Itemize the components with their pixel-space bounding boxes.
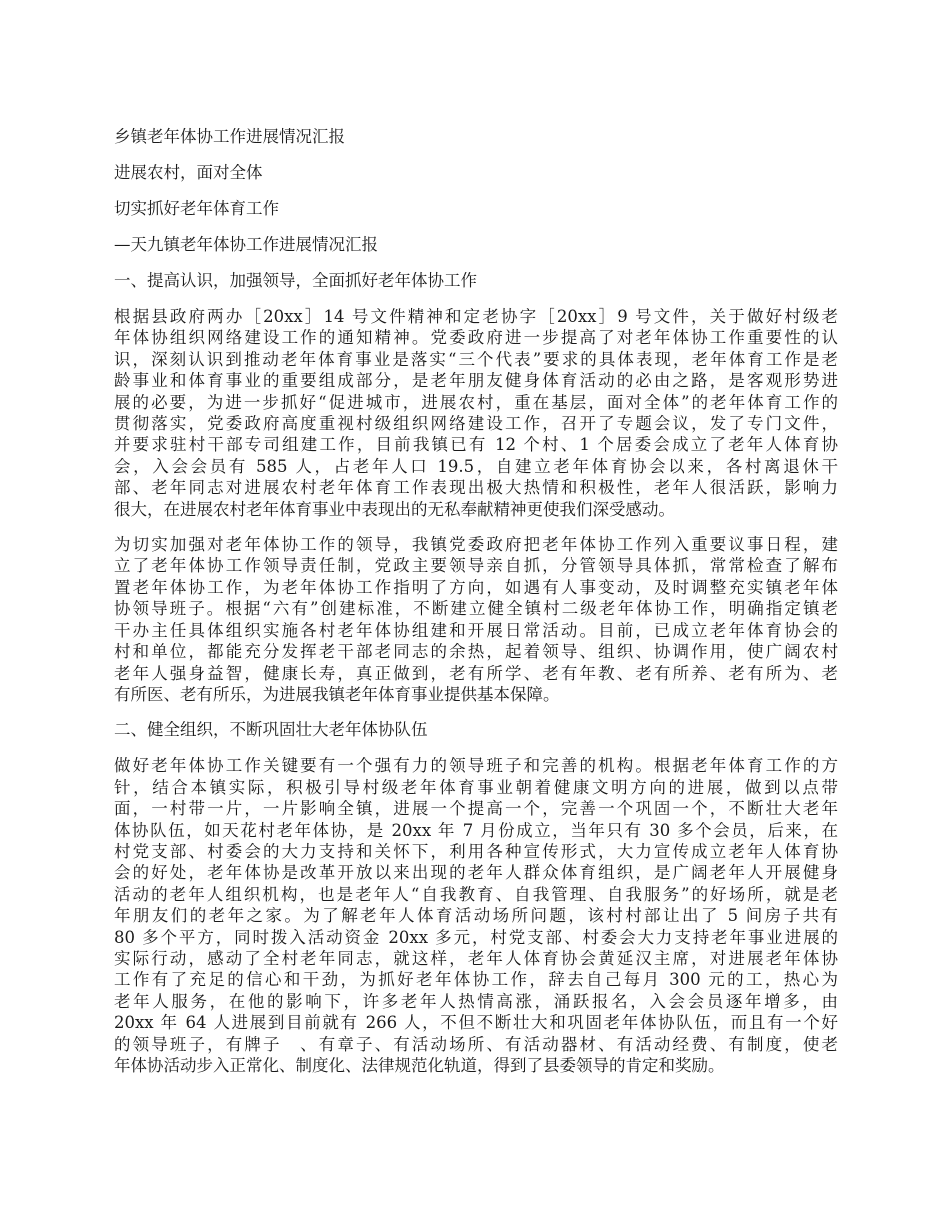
paragraph-line: 的领导班子，有牌子 、有章子、有活动场所、有活动器材、有活动经费、有制度，使老 <box>114 1034 838 1054</box>
paragraph-line: 20xx 年 64 人进展到目前就有 266 人，不但不断壮大和巩固老年体协队伍，而且有一个好 <box>114 1013 838 1033</box>
paragraph-line: 置老年体协工作，为老年体协工作指明了方向，如遇有人事变动，及时调整充实镇老年体 <box>114 577 838 597</box>
paragraph-line: 村党支部、村委会的大力支持和关怀下，利用各种宣传形式，大力宣传成立老年人体育协 <box>114 841 838 861</box>
document-title: 乡镇老年体协工作进展情况汇报 <box>114 127 345 146</box>
paragraph-line: 年朋友们的老年之家。为了解老年人体育活动场所问题，该村村部让出了 5 间房子共有 <box>114 906 838 926</box>
paragraph-line: 活动的老年人组织机构，也是老年人“自我教育、自我管理、自我服务”的好场所，就是老 <box>114 884 838 904</box>
paragraph-3 <box>114 755 838 1076</box>
paragraph-line: 年体协组织网络建设工作的通知精神。党委政府进一步提高了对老年体协工作重要性的认 <box>114 328 838 348</box>
paragraph-line: 会的好处，老年体协是改革开放以来出现的老年人群众体育组织，是广阔老年人开展健身 <box>114 863 838 883</box>
paragraph-line: 有所医、老有所乐，为进展我镇老年体育事业提供基本保障。 <box>114 684 560 704</box>
paragraph-line: 并要求驻村干部专司组建工作，目前我镇已有 12 个村、1 个居委会成立了老年人体育协 <box>114 435 838 455</box>
paragraph-line: 年体协活动步入正常化、制度化、法律规范化轨道，得到了县委领导的肯定和奖励。 <box>114 1056 725 1075</box>
paragraph-1 <box>114 306 838 520</box>
paragraph-line: 针，结合本镇实际，积极引导村级老年体育事业朝着健康文明方向的进展，做到以点带 <box>114 777 838 797</box>
paragraph-line: 识，深刻认识到推动老年体育事业是落实“三个代表”要求的具体表现，老年体育工作是老 <box>114 349 838 369</box>
subtitle-line-2: 切实抓好老年体育工作 <box>114 199 279 218</box>
paragraph-line: 协领导班子。根据“六有”创建标准，不断建立健全镇村二级老年体协工作，明确指定镇老 <box>114 599 838 619</box>
paragraph-line: 部、老年同志对进展农村老年体育工作表现出极大热情和积极性，老年人很活跃，影响力 <box>114 478 838 498</box>
paragraph-line: 为切实加强对老年体协工作的领导，我镇党委政府把老年体协工作列入重要议事日程，建 <box>114 535 838 555</box>
paragraph-line: 展的必要，为进一步抓好“促进城市，进展农村，重在基层，面对全体”的老年体育工作的 <box>114 392 838 412</box>
paragraph-line: 老年人服务，在他的影响下，许多老年人热情高涨，涌跃报名，入会会员逐年增多，由 <box>114 991 838 1011</box>
paragraph-line: 工作有了充足的信心和干劲，为抓好老年体协工作，辞去自己每月 300 元的工，热心为 <box>114 970 838 990</box>
paragraph-line: 实际行动，感动了全村老年同志，就这样，老年人体育协会黄延汉主席，对进展老年体协 <box>114 948 838 968</box>
paragraph-line: 村和单位，都能充分发挥老干部老同志的余热，起着领导、组织、协调作用，使广阔农村 <box>114 642 838 662</box>
subtitle-line-3: —天九镇老年体协工作进展情况汇报 <box>114 235 378 254</box>
paragraph-line: 龄事业和体育事业的重要组成部分，是老年朋友健身体育活动的必由之路，是客观形势进 <box>114 371 838 391</box>
section-heading-1: 一、提高认识，加强领导，全面抓好老年体协工作 <box>114 271 477 290</box>
paragraph-line: 做好老年体协工作关键要有一个强有力的领导班子和完善的机构。根据老年体育工作的方 <box>114 756 838 776</box>
paragraph-line: 面，一村带一片，一片影响全镇，进展一个提高一个，完善一个巩固一个，不断壮大老年 <box>114 799 838 819</box>
document-page <box>114 126 838 1090</box>
paragraph-line: 干办主任具体组织实施各村老年体协组建和开展日常活动。目前，已成立老年体育协会的 <box>114 620 838 640</box>
paragraph-line: 体协队伍，如天花村老年体协，是 20xx 年 7 月份成立，当年只有 30 多个会员，后来，在 <box>114 820 838 840</box>
paragraph-line: 贯彻落实，党委政府高度重视村级组织网络建设工作，召开了专题会议，发了专门文件， <box>114 414 838 434</box>
paragraph-line: 很大，在进展农村老年体育事业中表现出的无私奉献精神更使我们深受感动。 <box>114 499 675 519</box>
paragraph-2 <box>114 534 838 705</box>
paragraph-line: 80 多个平方，同时拨入活动资金 20xx 多元，村党支部、村委会大力支持老年事业进展的 <box>114 927 838 947</box>
subtitle-line-1: 进展农村，面对全体 <box>114 163 263 182</box>
paragraph-line: 老年人强身益智，健康长寿，真正做到，老有所学、老有年教、老有所养、老有所为、老 <box>114 663 838 683</box>
paragraph-line: 立了老年体协工作领导责任制，党政主要领导亲自抓，分管领导具体抓，常常检查了解布 <box>114 556 838 576</box>
paragraph-line: 根据县政府两办［20xx］14 号文件精神和定老协字［20xx］9 号文件，关于做好村级老 <box>114 307 838 326</box>
paragraph-line: 会，入会会员有 585 人，占老年人口 19.5，自建立老年体育协会以来，各村离退休干 <box>114 456 838 476</box>
section-heading-2: 二、健全组织，不断巩固壮大老年体协队伍 <box>114 720 428 740</box>
